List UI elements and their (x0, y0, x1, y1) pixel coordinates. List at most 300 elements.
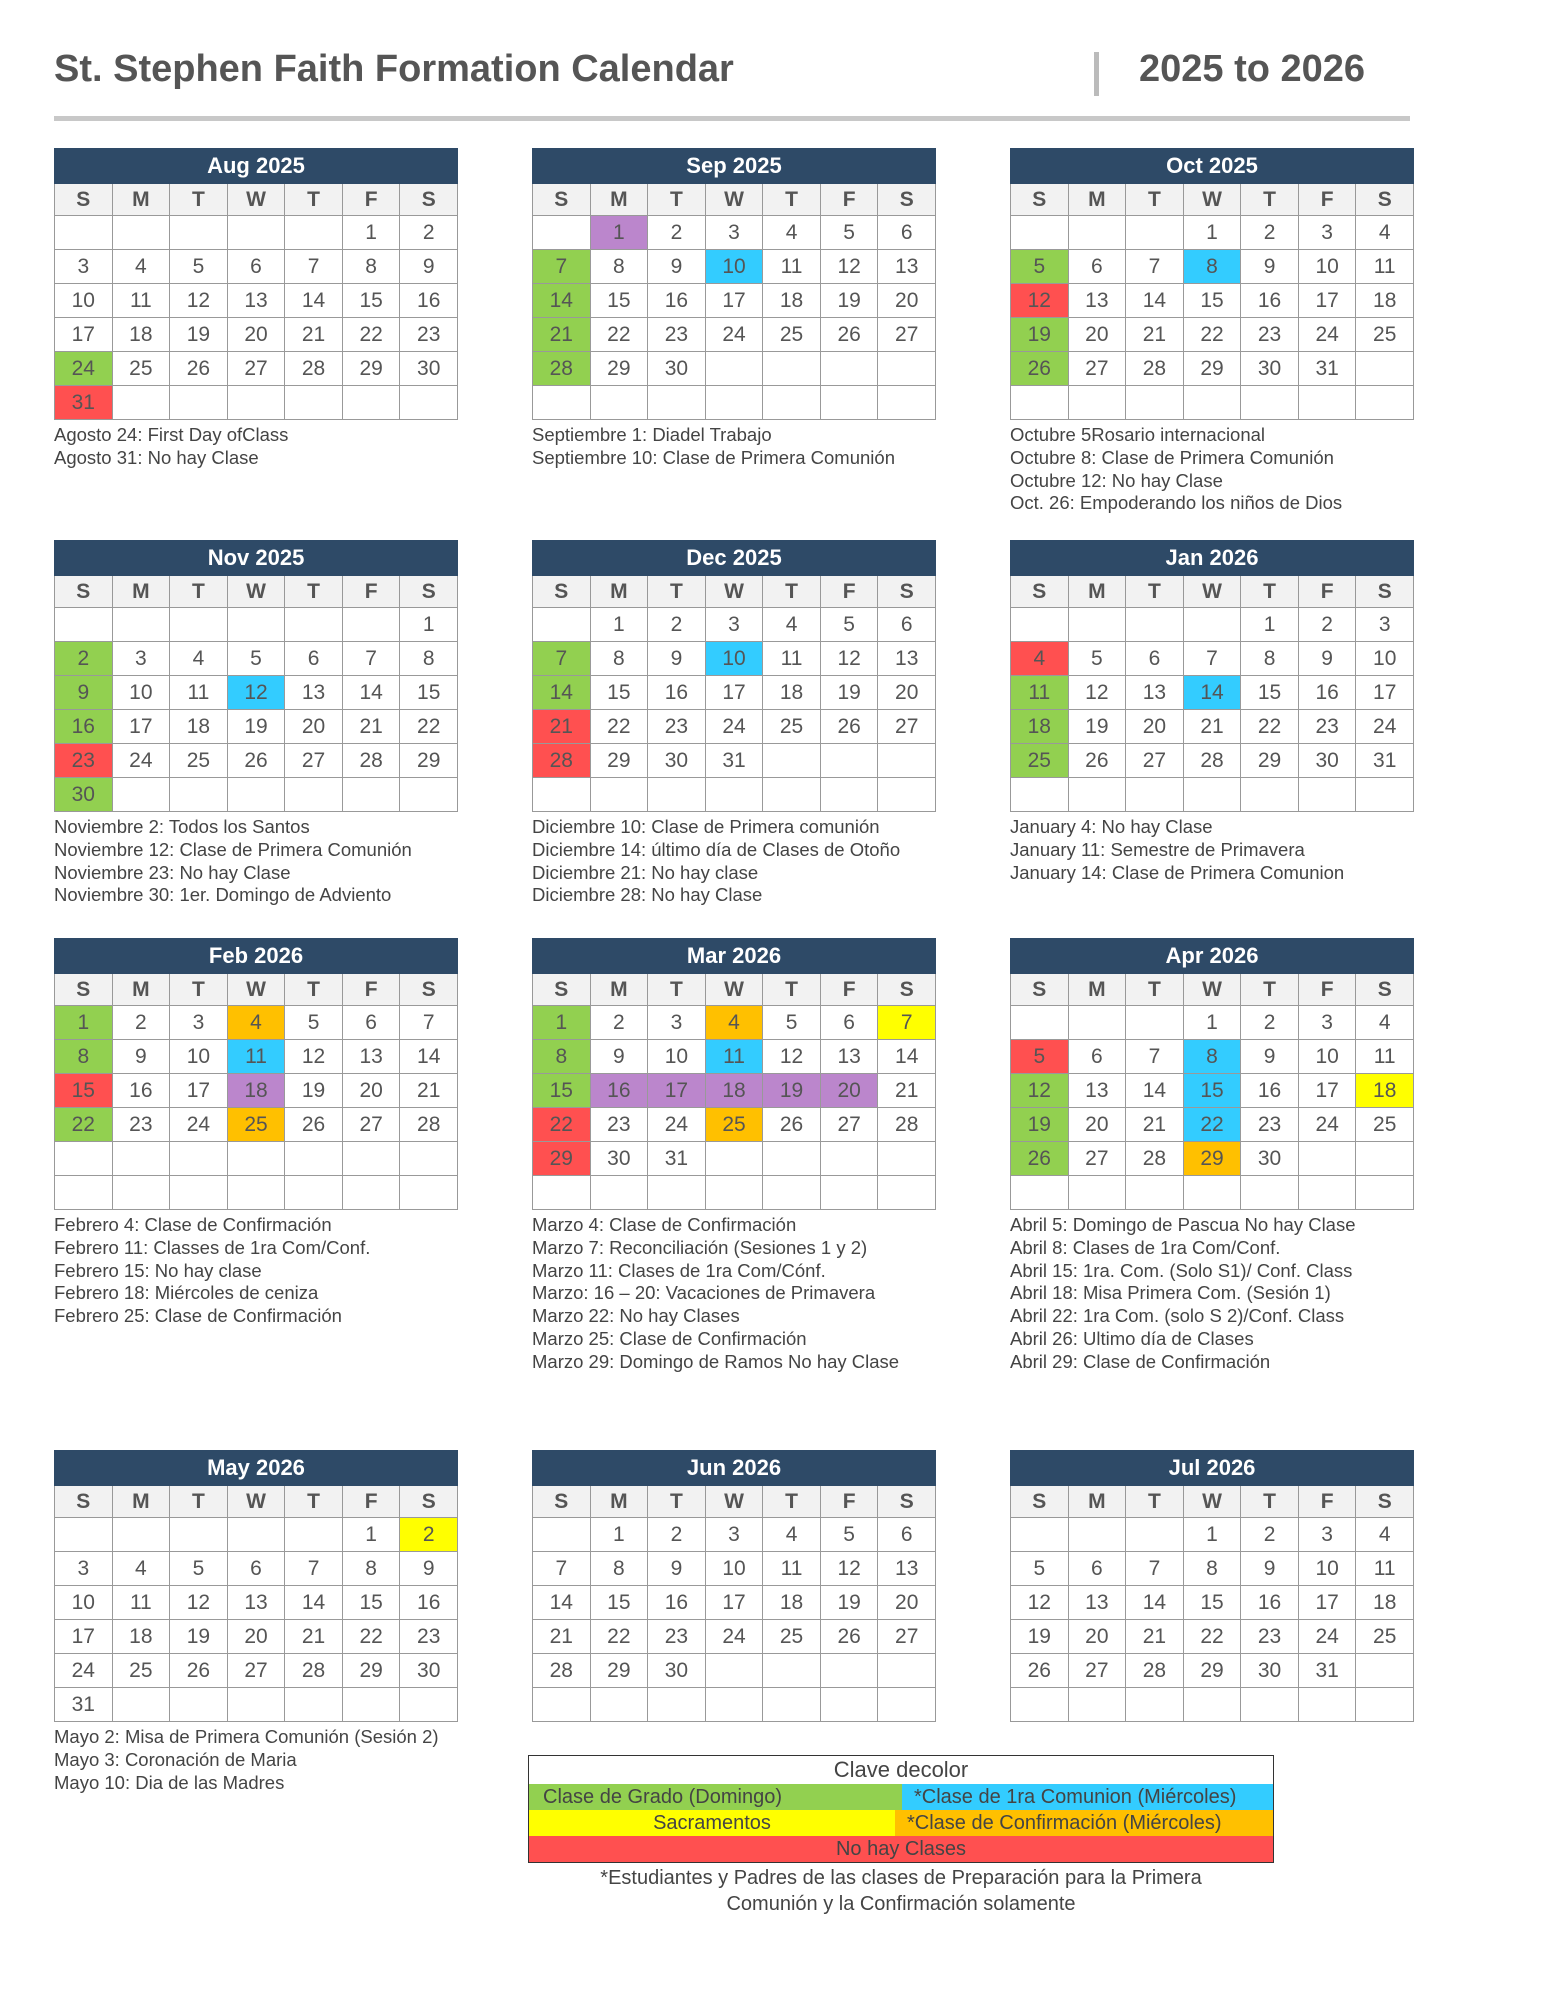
day-cell: 29 (591, 1654, 649, 1688)
empty-day-cell (1011, 1518, 1069, 1552)
day-cell: 23 (400, 318, 458, 352)
note-line: Abril 5: Domingo de Pascua No hay Clase (1010, 1214, 1356, 1235)
day-cell: 17 (1299, 284, 1357, 318)
day-cell: 24 (706, 1620, 764, 1654)
day-cell: 30 (648, 352, 706, 386)
day-cell: 17 (55, 1620, 113, 1654)
note-line: Febrero 11: Classes de 1ra Com/Conf. (54, 1236, 371, 1258)
month-title: Oct 2025 (1010, 148, 1414, 184)
weekday-header: W (228, 576, 286, 608)
day-cell: 8 (400, 642, 458, 676)
day-cell: 21 (285, 1620, 343, 1654)
day-cell: 6 (1126, 642, 1184, 676)
day-cell: 22 (400, 710, 458, 744)
empty-day-cell (706, 352, 764, 386)
day-cell: 23 (1241, 1620, 1299, 1654)
day-cell: 5 (285, 1006, 343, 1040)
weekday-header: S (400, 1486, 458, 1518)
day-cell: 24 (1356, 710, 1414, 744)
empty-day-cell (878, 744, 936, 778)
day-cell: 10 (1299, 1552, 1357, 1586)
day-cell: 13 (878, 642, 936, 676)
note-line: Febrero 15: No hay clase (54, 1259, 262, 1281)
day-cell: 23 (55, 744, 113, 778)
month-notes (54, 1214, 458, 1328)
day-cell: 13 (878, 1552, 936, 1586)
empty-day-cell (1011, 386, 1069, 420)
weekday-header: F (343, 1486, 401, 1518)
weekday-header: F (1299, 576, 1357, 608)
note-line: Diciembre 14: último día de Clases de Otoño (532, 838, 901, 860)
day-cell: 11 (1011, 676, 1069, 710)
day-cell: 1 (343, 1518, 401, 1552)
day-cell: 5 (170, 250, 228, 284)
empty-day-cell (1299, 778, 1357, 812)
empty-day-cell (821, 1176, 879, 1210)
empty-day-cell (170, 1518, 228, 1552)
empty-day-cell (648, 778, 706, 812)
day-cell: 5 (763, 1006, 821, 1040)
day-cell: 16 (55, 710, 113, 744)
day-cell: 12 (1069, 676, 1127, 710)
day-cell: 8 (533, 1040, 591, 1074)
day-cell: 23 (113, 1108, 171, 1142)
day-cell: 20 (878, 284, 936, 318)
weekday-header: M (591, 974, 649, 1006)
empty-day-cell (1356, 1142, 1414, 1176)
note-line: Abril 18: Misa Primera Com. (Sesión 1) (1010, 1282, 1331, 1304)
day-cell: 27 (343, 1108, 401, 1142)
day-cell: 21 (285, 318, 343, 352)
day-cell: 7 (400, 1006, 458, 1040)
month-notes (1010, 1214, 1414, 1374)
day-cell: 28 (1126, 352, 1184, 386)
day-cell: 16 (648, 676, 706, 710)
empty-day-cell (821, 778, 879, 812)
day-cell: 5 (1011, 1552, 1069, 1586)
day-cell: 5 (821, 608, 879, 642)
day-cell: 16 (1241, 1586, 1299, 1620)
day-cell: 12 (821, 642, 879, 676)
day-cell: 22 (1241, 710, 1299, 744)
day-cell: 18 (113, 1620, 171, 1654)
day-cell: 16 (648, 284, 706, 318)
day-cell: 28 (1184, 744, 1242, 778)
empty-day-cell (228, 386, 286, 420)
day-cell: 12 (285, 1040, 343, 1074)
empty-day-cell (343, 1688, 401, 1722)
day-cell: 16 (113, 1074, 171, 1108)
day-cell: 25 (763, 318, 821, 352)
note-line: Mayo 2: Misa de Primera Comunión (Sesión 2) (54, 1726, 439, 1747)
empty-day-cell (533, 1518, 591, 1552)
day-cell: 13 (285, 676, 343, 710)
day-cell: 22 (1184, 318, 1242, 352)
weekday-header: T (170, 1486, 228, 1518)
day-cell: 19 (821, 1586, 879, 1620)
weekday-header: S (1011, 974, 1069, 1006)
empty-day-cell (1299, 1688, 1357, 1722)
day-cell: 10 (170, 1040, 228, 1074)
day-cell: 25 (228, 1108, 286, 1142)
day-cell: 30 (1241, 1142, 1299, 1176)
day-cell: 27 (878, 1620, 936, 1654)
day-cell: 20 (878, 1586, 936, 1620)
day-cell: 29 (400, 744, 458, 778)
note-line: Mayo 10: Dia de las Madres (54, 1771, 285, 1793)
day-cell: 10 (1299, 250, 1357, 284)
note-line: Marzo 4: Clase de Confirmación (532, 1214, 797, 1235)
day-cell: 8 (591, 1552, 649, 1586)
day-cell: 15 (591, 676, 649, 710)
empty-day-cell (1356, 1654, 1414, 1688)
weekday-header: M (591, 1486, 649, 1518)
day-cell: 22 (533, 1108, 591, 1142)
day-cell: 1 (1184, 1006, 1242, 1040)
day-cell: 29 (1241, 744, 1299, 778)
weekday-header: T (763, 1486, 821, 1518)
weekday-header: M (591, 184, 649, 216)
empty-day-cell (1069, 1176, 1127, 1210)
day-cell: 28 (533, 744, 591, 778)
weekday-header: T (1126, 184, 1184, 216)
day-cell: 15 (1184, 284, 1242, 318)
empty-day-cell (55, 216, 113, 250)
weekday-header: W (1184, 576, 1242, 608)
day-cell: 16 (1241, 1074, 1299, 1108)
day-cell: 29 (1184, 352, 1242, 386)
note-line: January 4: No hay Clase (1010, 816, 1213, 837)
day-cell: 13 (343, 1040, 401, 1074)
day-cell: 26 (1069, 744, 1127, 778)
weekday-header: T (170, 576, 228, 608)
empty-day-cell (878, 1688, 936, 1722)
day-cell: 18 (1356, 1586, 1414, 1620)
day-cell: 2 (1241, 1006, 1299, 1040)
note-line: Marzo 22: No hay Clases (532, 1305, 740, 1327)
day-cell: 28 (343, 744, 401, 778)
day-cell: 17 (1356, 676, 1414, 710)
month-grid (532, 974, 936, 1210)
day-cell: 30 (648, 1654, 706, 1688)
weekday-header: S (533, 974, 591, 1006)
day-cell: 27 (228, 352, 286, 386)
day-cell: 9 (400, 1552, 458, 1586)
weekday-header: M (113, 576, 171, 608)
day-cell: 31 (1299, 352, 1357, 386)
weekday-header: F (1299, 1486, 1357, 1518)
note-line: Noviembre 30: 1er. Domingo de Adviento (54, 884, 392, 906)
empty-day-cell (285, 216, 343, 250)
empty-day-cell (1126, 608, 1184, 642)
day-cell: 29 (1184, 1142, 1242, 1176)
day-cell: 2 (648, 1518, 706, 1552)
day-cell: 12 (1011, 284, 1069, 318)
day-cell: 4 (1356, 1518, 1414, 1552)
empty-day-cell (821, 352, 879, 386)
color-legend (528, 1755, 1274, 1917)
day-cell: 28 (878, 1108, 936, 1142)
weekday-header: M (113, 1486, 171, 1518)
day-cell: 14 (343, 676, 401, 710)
empty-day-cell (763, 1176, 821, 1210)
day-cell: 14 (1126, 284, 1184, 318)
empty-day-cell (533, 386, 591, 420)
weekday-header: S (533, 184, 591, 216)
day-cell: 9 (400, 250, 458, 284)
month-title: Mar 2026 (532, 938, 936, 974)
weekday-header: T (763, 184, 821, 216)
day-cell: 15 (1241, 676, 1299, 710)
empty-day-cell (113, 216, 171, 250)
day-cell: 10 (55, 284, 113, 318)
month-title: Aug 2025 (54, 148, 458, 184)
day-cell: 24 (1299, 1108, 1357, 1142)
day-cell: 15 (400, 676, 458, 710)
day-cell: 11 (170, 676, 228, 710)
day-cell: 17 (1299, 1074, 1357, 1108)
empty-day-cell (591, 1688, 649, 1722)
day-cell: 3 (706, 608, 764, 642)
empty-day-cell (113, 608, 171, 642)
day-cell: 6 (821, 1006, 879, 1040)
day-cell: 4 (1011, 642, 1069, 676)
day-cell: 31 (1299, 1654, 1357, 1688)
weekday-header: M (113, 974, 171, 1006)
legend-sunday-class: Clase de Grado (Domingo) (529, 1784, 902, 1810)
month-title: Apr 2026 (1010, 938, 1414, 974)
empty-day-cell (285, 778, 343, 812)
header-divider (1094, 52, 1099, 96)
day-cell: 8 (1184, 1040, 1242, 1074)
month-title: Jun 2026 (532, 1450, 936, 1486)
empty-day-cell (763, 1654, 821, 1688)
year-range: 2025 to 2026 (1139, 48, 1366, 90)
day-cell: 14 (533, 1586, 591, 1620)
day-cell: 9 (113, 1040, 171, 1074)
day-cell: 10 (648, 1040, 706, 1074)
empty-day-cell (821, 386, 879, 420)
empty-day-cell (1126, 1688, 1184, 1722)
day-cell: 18 (763, 1586, 821, 1620)
month-calendar (532, 148, 936, 470)
weekday-header: W (228, 184, 286, 216)
day-cell: 6 (1069, 1040, 1127, 1074)
day-cell: 7 (533, 642, 591, 676)
day-cell: 12 (228, 676, 286, 710)
day-cell: 17 (648, 1074, 706, 1108)
day-cell: 3 (170, 1006, 228, 1040)
empty-day-cell (228, 1688, 286, 1722)
day-cell: 25 (113, 1654, 171, 1688)
day-cell: 23 (648, 1620, 706, 1654)
empty-day-cell (228, 1518, 286, 1552)
day-cell: 13 (1069, 284, 1127, 318)
weekday-header: S (1011, 1486, 1069, 1518)
weekday-header: T (763, 576, 821, 608)
day-cell: 9 (648, 1552, 706, 1586)
month-grid (54, 974, 458, 1210)
legend-footnote (528, 1865, 1274, 1917)
day-cell: 14 (1184, 676, 1242, 710)
day-cell: 22 (343, 1620, 401, 1654)
day-cell: 1 (591, 608, 649, 642)
empty-day-cell (113, 1688, 171, 1722)
day-cell: 13 (1069, 1074, 1127, 1108)
weekday-header: S (55, 974, 113, 1006)
note-line: Marzo 25: Clase de Confirmación (532, 1327, 807, 1349)
weekday-header: S (1356, 974, 1414, 1006)
day-cell: 24 (55, 1654, 113, 1688)
day-cell: 24 (1299, 1620, 1357, 1654)
day-cell: 17 (55, 318, 113, 352)
weekday-header: S (878, 576, 936, 608)
day-cell: 14 (1126, 1074, 1184, 1108)
day-cell: 22 (343, 318, 401, 352)
day-cell: 29 (1184, 1654, 1242, 1688)
day-cell: 23 (1241, 318, 1299, 352)
day-cell: 7 (285, 250, 343, 284)
month-notes (532, 1214, 936, 1374)
day-cell: 26 (228, 744, 286, 778)
day-cell: 10 (706, 250, 764, 284)
empty-day-cell (706, 1654, 764, 1688)
empty-day-cell (113, 1176, 171, 1210)
day-cell: 4 (228, 1006, 286, 1040)
day-cell: 11 (1356, 1040, 1414, 1074)
day-cell: 4 (763, 216, 821, 250)
note-line: Abril 8: Clases de 1ra Com/Conf. (1010, 1236, 1281, 1258)
day-cell: 4 (1356, 216, 1414, 250)
day-cell: 25 (1356, 318, 1414, 352)
day-cell: 9 (1241, 1552, 1299, 1586)
day-cell: 25 (1356, 1108, 1414, 1142)
day-cell: 15 (591, 1586, 649, 1620)
day-cell: 22 (1184, 1620, 1242, 1654)
day-cell: 16 (400, 1586, 458, 1620)
empty-day-cell (1356, 386, 1414, 420)
month-title: Jan 2026 (1010, 540, 1414, 576)
day-cell: 14 (878, 1040, 936, 1074)
weekday-header: T (1126, 1486, 1184, 1518)
day-cell: 29 (591, 352, 649, 386)
weekday-header: T (763, 974, 821, 1006)
note-line: Agosto 31: No hay Clase (54, 446, 259, 468)
day-cell: 14 (533, 676, 591, 710)
empty-day-cell (1184, 608, 1242, 642)
day-cell: 17 (1299, 1586, 1357, 1620)
weekday-header: T (1241, 974, 1299, 1006)
day-cell: 16 (591, 1074, 649, 1108)
day-cell: 1 (1184, 216, 1242, 250)
day-cell: 7 (533, 1552, 591, 1586)
weekday-header: T (285, 1486, 343, 1518)
day-cell: 27 (1069, 352, 1127, 386)
empty-day-cell (1184, 778, 1242, 812)
note-line: Abril 15: 1ra. Com. (Solo S1)/ Conf. Class (1010, 1259, 1353, 1281)
weekday-header: T (170, 974, 228, 1006)
day-cell: 1 (55, 1006, 113, 1040)
day-cell: 8 (1184, 250, 1242, 284)
day-cell: 26 (821, 1620, 879, 1654)
month-notes (54, 816, 458, 907)
day-cell: 27 (1069, 1654, 1127, 1688)
day-cell: 16 (1299, 676, 1357, 710)
empty-day-cell (763, 352, 821, 386)
empty-day-cell (1241, 386, 1299, 420)
day-cell: 21 (533, 318, 591, 352)
day-cell: 9 (648, 250, 706, 284)
day-cell: 5 (821, 216, 879, 250)
day-cell: 18 (706, 1074, 764, 1108)
day-cell: 20 (1069, 1620, 1127, 1654)
day-cell: 25 (170, 744, 228, 778)
empty-day-cell (1184, 386, 1242, 420)
weekday-header: M (591, 576, 649, 608)
month-notes (532, 816, 936, 907)
weekday-header: T (1241, 576, 1299, 608)
day-cell: 17 (706, 1586, 764, 1620)
day-cell: 13 (228, 284, 286, 318)
month-notes (532, 424, 936, 470)
day-cell: 22 (591, 710, 649, 744)
day-cell: 14 (1126, 1586, 1184, 1620)
footnote-line: *Estudiantes y Padres de las clases de Preparación para la Primera (600, 1867, 1202, 1889)
empty-day-cell (1184, 1688, 1242, 1722)
month-grid (1010, 576, 1414, 812)
day-cell: 7 (343, 642, 401, 676)
weekday-header: F (343, 576, 401, 608)
day-cell: 10 (1356, 642, 1414, 676)
day-cell: 7 (878, 1006, 936, 1040)
day-cell: 1 (591, 1518, 649, 1552)
empty-day-cell (285, 1518, 343, 1552)
note-line: January 14: Clase de Primera Comunion (1010, 861, 1345, 883)
weekday-header: W (706, 1486, 764, 1518)
legend-first-communion-class: *Clase de 1ra Comunion (Miércoles) (902, 1784, 1273, 1810)
day-cell: 3 (1356, 608, 1414, 642)
day-cell: 31 (55, 386, 113, 420)
day-cell: 25 (113, 352, 171, 386)
empty-day-cell (55, 1518, 113, 1552)
day-cell: 30 (400, 1654, 458, 1688)
empty-day-cell (1069, 1006, 1127, 1040)
day-cell: 23 (1299, 710, 1357, 744)
day-cell: 18 (1011, 710, 1069, 744)
day-cell: 7 (1126, 1040, 1184, 1074)
day-cell: 28 (1126, 1654, 1184, 1688)
day-cell: 13 (1126, 676, 1184, 710)
empty-day-cell (285, 1688, 343, 1722)
weekday-header: T (648, 576, 706, 608)
empty-day-cell (1011, 608, 1069, 642)
day-cell: 4 (113, 250, 171, 284)
day-cell: 11 (763, 250, 821, 284)
day-cell: 6 (1069, 1552, 1127, 1586)
day-cell: 9 (1241, 250, 1299, 284)
day-cell: 22 (591, 1620, 649, 1654)
day-cell: 2 (400, 1518, 458, 1552)
month-grid (532, 576, 936, 812)
day-cell: 14 (285, 284, 343, 318)
day-cell: 2 (400, 216, 458, 250)
empty-day-cell (1299, 386, 1357, 420)
day-cell: 28 (400, 1108, 458, 1142)
weekday-header: F (343, 974, 401, 1006)
day-cell: 9 (55, 676, 113, 710)
empty-day-cell (170, 386, 228, 420)
weekday-header: W (1184, 184, 1242, 216)
